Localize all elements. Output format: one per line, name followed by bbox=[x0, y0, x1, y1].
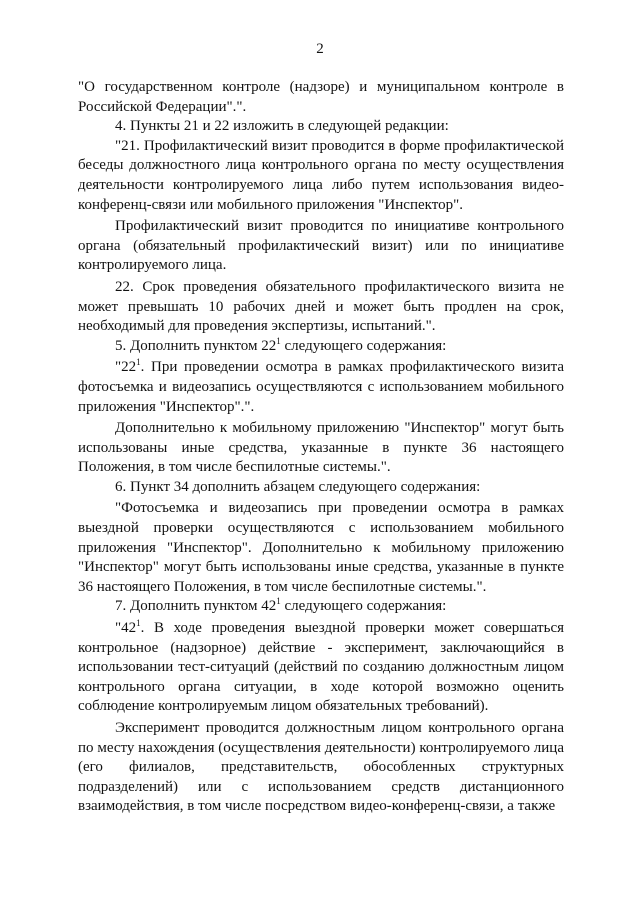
paragraph-text: "О государственном контроле (надзоре) и муниципальном контроле в Российской Федерации".". bbox=[78, 79, 564, 115]
paragraph-text: "21. Профилактический визит проводится в форме профилактической беседы должностного лица контрольного органа по месту осуществления деятельности контролируемого лица либо путем использования видео-конференц-связи или мобильного приложения "Инспектор". bbox=[78, 137, 564, 213]
paragraph bbox=[78, 419, 564, 478]
paragraph bbox=[78, 478, 564, 498]
paragraph bbox=[78, 78, 564, 117]
paragraph bbox=[78, 137, 564, 215]
paragraph-text: . В ходе проведения выездной проверки может совершаться контрольное (надзорное) действие - эксперимент, заключающийся в использовании тест-ситуаций (действий по созданию должностным лицом контрольного органа ситуации, в ходе которой возможно оценить соблюдение контролируемым лицом обязательных требований). bbox=[78, 620, 564, 715]
paragraph bbox=[78, 499, 564, 597]
superscript: 1 bbox=[136, 357, 141, 368]
paragraph-text: "42 bbox=[115, 620, 137, 637]
paragraph bbox=[78, 719, 564, 817]
paragraph-text: следующего содержания: bbox=[280, 337, 447, 354]
paragraph-text: 5. Дополнить пунктом 22 bbox=[115, 337, 277, 354]
superscript: 1 bbox=[276, 335, 281, 346]
paragraph-text: . При проведении осмотра в рамках профилактического визита фотосъемка и видеозапись осуществляются с использованием мобильного приложения "Инспектор".". bbox=[78, 359, 564, 415]
paragraph-text: "22 bbox=[115, 359, 137, 376]
paragraph bbox=[78, 278, 564, 337]
paragraph bbox=[78, 619, 564, 717]
paragraph-text: следующего содержания: bbox=[280, 598, 447, 615]
superscript: 1 bbox=[136, 618, 141, 629]
paragraph-text: 7. Дополнить пунктом 42 bbox=[115, 598, 277, 615]
paragraph-text: Дополнительно к мобильному приложению "Инспектор" могут быть использованы иные средства, указанные в пункте 36 настоящего Положения, в том числе беспилотные системы.". bbox=[78, 420, 564, 476]
paragraph-text: 6. Пункт 34 дополнить абзацем следующего содержания: bbox=[115, 478, 481, 495]
paragraph-text: 4. Пункты 21 и 22 изложить в следующей редакции: bbox=[115, 118, 449, 135]
paragraph bbox=[78, 337, 564, 357]
paragraph bbox=[78, 217, 564, 276]
page-number: 2 bbox=[316, 41, 324, 57]
paragraph-text: 22. Срок проведения обязательного профилактического визита не может превышать 10 рабочих дней и может быть продлен на срок, необходимый для проведения экспертизы, испытаний.". bbox=[78, 278, 564, 335]
paragraph-text: "Фотосъемка и видеозапись при проведении осмотра в рамках выездной проверки осуществляются с использованием мобильного приложения "Инспектор". Дополнительно к мобильному приложению "Инспектор" могут быть использованы иные средства, указанные в пункте 36 настоящего Положения, в том числе беспилотные системы.". bbox=[78, 500, 564, 595]
paragraph bbox=[78, 358, 564, 417]
paragraph-text: Профилактический визит проводится по инициативе контрольного органа (обязательный профилактический визит) или по инициативе контролируемого лица. bbox=[78, 218, 564, 274]
superscript: 1 bbox=[276, 596, 281, 607]
paragraph bbox=[78, 117, 564, 137]
paragraph bbox=[78, 597, 564, 617]
paragraph-text: Эксперимент проводится должностным лицом контрольного органа по месту нахождения (осуществления деятельности) контролируемого лица (его филиалов, представительств, обособленных структурных подразделений) или с использованием средств дистанционного взаимодействия, в том числе посредством видео-конференц-связи, а также bbox=[78, 720, 564, 815]
document-body bbox=[78, 78, 564, 817]
